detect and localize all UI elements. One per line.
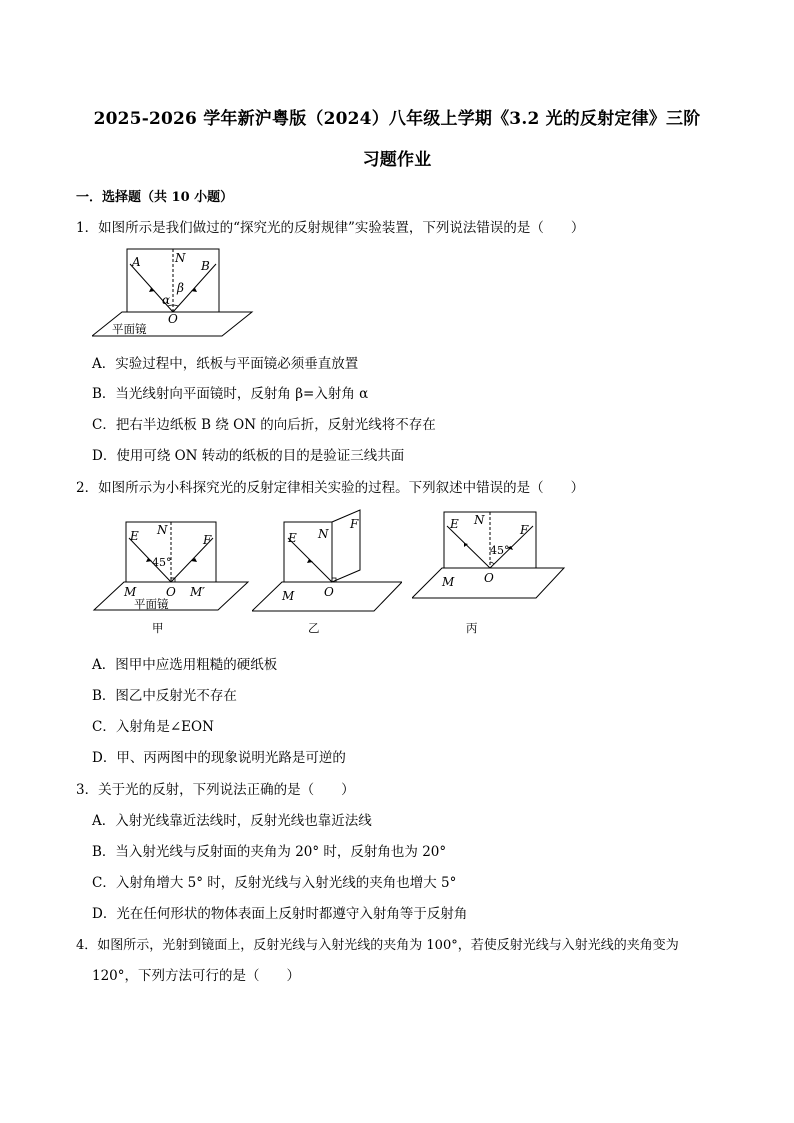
question-2-figure-bing (412, 510, 572, 640)
document-title-line-1: 2025-2026 学年新沪粤版（2024）八年级上学期《3.2 光的反射定律》三阶 (93, 109, 701, 129)
label-M: M (442, 575, 455, 589)
caption-yi: 乙 (308, 621, 320, 635)
question-2-option-c: C．入射角是∠EON (92, 719, 214, 735)
document-title-line-2: 习题作业 (362, 150, 432, 170)
label-alpha: α (162, 293, 171, 307)
label-O: O (168, 312, 178, 326)
label-mirror: 平面镜 (134, 597, 169, 611)
label-O: O (484, 571, 494, 585)
label-N: N (474, 513, 485, 527)
question-2-figure-yi (252, 508, 402, 638)
label-angle: 45° (490, 544, 510, 557)
label-N: N (318, 527, 329, 541)
caption-jia: 甲 (152, 621, 164, 635)
label-angle: 45° (152, 556, 172, 569)
question-1-option-a: A．实验过程中，纸板与平面镜必须垂直放置 (92, 356, 359, 372)
question-3-option-d: D．光在任何形状的物体表面上反射时都遵守入射角等于反射角 (92, 906, 468, 922)
question-2-option-a: A．图甲中应选用粗糙的硬纸板 (92, 657, 278, 673)
question-1-stem: 1．如图所示是我们做过的“探究光的反射规律”实验装置，下列说法错误的是（ ） (76, 220, 585, 236)
section-heading: 一．选择题（共 10 小题） (76, 190, 234, 205)
label-beta: β (177, 281, 184, 295)
question-3-stem: 3．关于光的反射，下列说法正确的是（ ） (76, 782, 355, 798)
question-3-option-c: C．入射角增大 5° 时，反射光线与入射光线的夹角也增大 5° (92, 875, 457, 891)
question-1-option-c: C．把右半边纸板 B 绕 ON 的向后折，反射光线将不存在 (92, 417, 436, 433)
question-1-figure (92, 244, 262, 340)
question-3-option-b: B．当入射光线与反射面的夹角为 20° 时，反射角也为 20° (92, 844, 447, 860)
label-F: F (350, 517, 359, 531)
question-1-option-d: D．使用可绕 ON 转动的纸板的目的是验证三线共面 (92, 448, 405, 464)
label-O: O (166, 585, 176, 599)
question-4-stem-line-1: 4．如图所示，光射到镜面上，反射光线与入射光线的夹角为 100°，若使反射光线与入射光线的夹角变为 (76, 938, 679, 953)
label-mirror: 平面镜 (112, 322, 147, 336)
question-2-stem: 2．如图所示为小科探究光的反射定律相关实验的过程。下列叙述中错误的是（ ） (76, 480, 585, 496)
question-1-option-b: B．当光线射向平面镜时，反射角 β=入射角 α (92, 386, 369, 402)
label-O: O (324, 585, 334, 599)
label-E: E (450, 517, 459, 531)
label-F: F (520, 523, 529, 537)
label-A: A (132, 255, 141, 269)
label-F: F (203, 533, 212, 547)
question-2-option-b: B．图乙中反射光不存在 (92, 688, 237, 704)
question-3-option-a: A．入射光线靠近法线时，反射光线也靠近法线 (92, 813, 372, 829)
label-E: E (130, 529, 139, 543)
label-E: E (288, 531, 297, 545)
label-N: N (157, 523, 168, 537)
caption-bing: 丙 (466, 621, 478, 635)
label-N: N (175, 251, 186, 265)
question-2-figure-jia (92, 520, 252, 640)
label-M-prime: M′ (190, 585, 206, 599)
question-4-stem-line-2: 120°，下列方法可行的是（ ） (92, 968, 301, 984)
question-2-option-d: D．甲、丙两图中的现象说明光路是可逆的 (92, 750, 346, 766)
label-M: M (124, 585, 137, 599)
label-M: M (282, 589, 295, 603)
label-B: B (201, 259, 210, 273)
